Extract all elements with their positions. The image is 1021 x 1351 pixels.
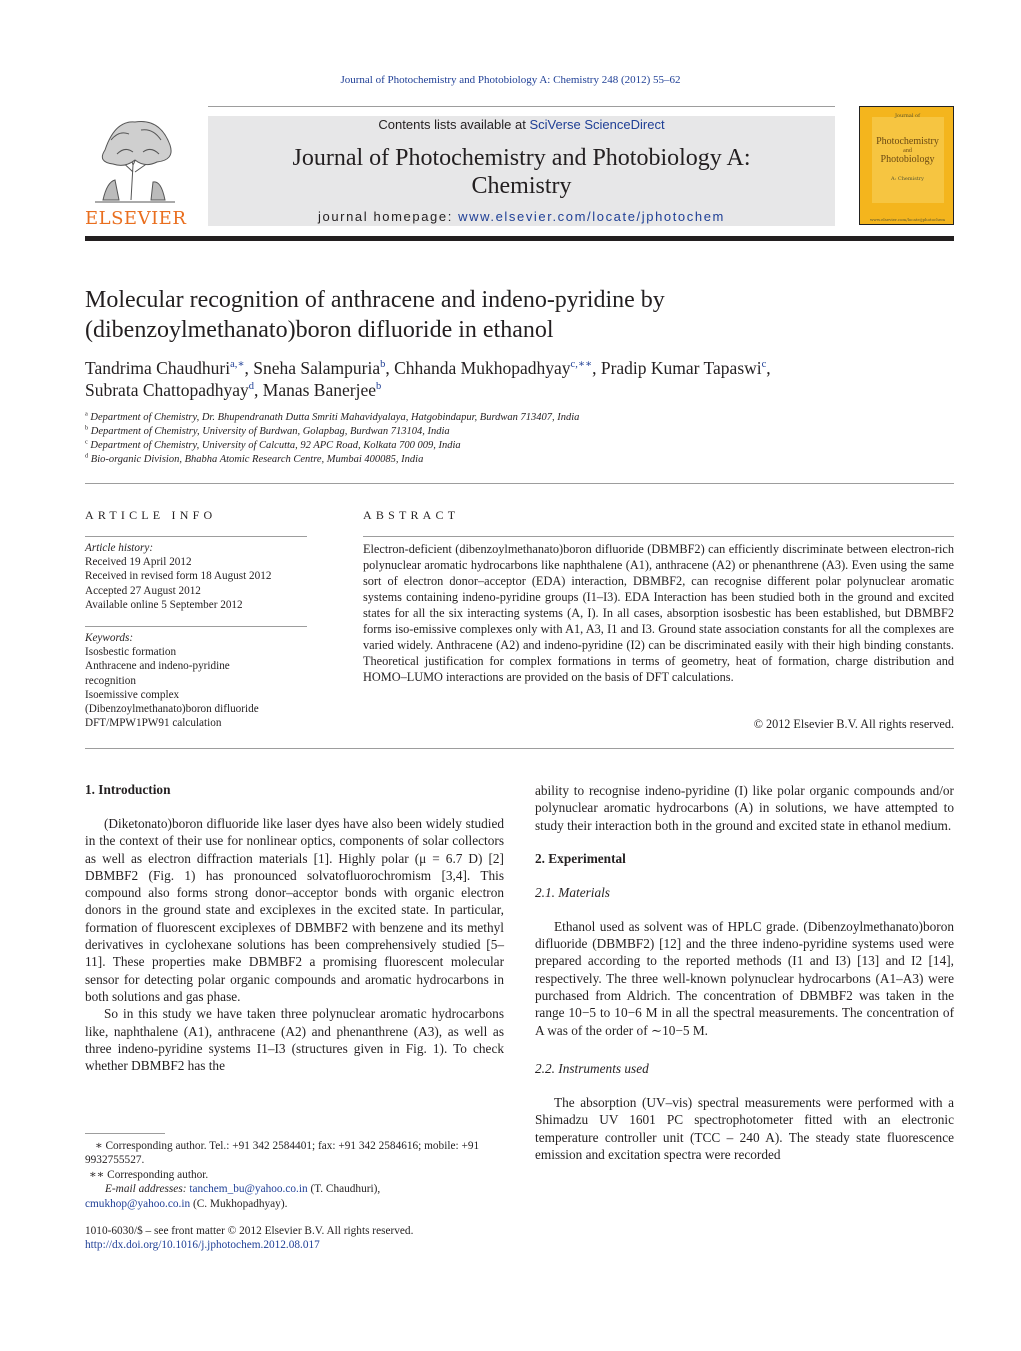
- abstract-copyright: © 2012 Elsevier B.V. All rights reserved.: [753, 717, 954, 731]
- author-sep: ,: [592, 358, 601, 378]
- footnote-rule: [85, 1133, 165, 1134]
- section-1-continued: ability to recognise indeno-pyridine (I) like polar organic compounds and/or polynuclear aromatic hydrocarbons (A) in solutions, we have attempted to study their interaction both in the ground and excited state in ethanol medium.: [535, 783, 954, 833]
- elsevier-logo: [85, 110, 185, 228]
- cover-title-2: Photobiology: [880, 154, 935, 165]
- footnote-emails: [85, 1182, 504, 1196]
- history-item: Received 19 April 2012: [85, 556, 192, 569]
- section-1-paragraph-1: (Diketonato)boron difluoride like laser dyes have also been widely studied in the context of their use for nonlinear optics, components of solar collectors as well as electron diffraction materials [1]. Highly polar (μ = 6.7 D) [2] DBMBF2 (Fig. 1) has pronounced solvatofluorochromism [3,4]. This compound also forms strong donor–acceptor bonds with organic electron donors in the ground state and exciplexes in the excited state. In particular, formation of fluorescent exciplexes of DBMBF2 with benzene and its methyl derivatives in cyclohexane solutions has been comprehensively studied [5–11]. These properties make DBMBF2 a promising fluorescent molecular sensor for detecting polar organic compounds and aromatic hydrocarbons in both solutions and gas phase.: [85, 816, 504, 1004]
- cover-subtitle: A: Chemistry: [890, 176, 925, 182]
- author: Manas Banerjee: [262, 380, 376, 400]
- author-affil-marker[interactable]: d: [248, 381, 255, 393]
- author: Subrata Chattopadhyay: [85, 380, 249, 400]
- homepage-prefix: journal homepage:: [318, 209, 459, 224]
- email-owner: (C. Mukhopadhyay).: [190, 1197, 288, 1210]
- article-title-line1: Molecular recognition of anthracene and indeno-pyridine by: [85, 287, 665, 313]
- author-affil-marker[interactable]: c,∗∗: [570, 359, 593, 371]
- keywords: [85, 631, 307, 730]
- email-label: E-mail addresses:: [105, 1183, 187, 1196]
- section-1-title: 1. Introduction: [85, 782, 171, 797]
- article-title: [85, 285, 965, 345]
- affiliation: [85, 453, 965, 467]
- contents-line: [208, 117, 835, 132]
- info-top-rule: [85, 483, 954, 484]
- section-1-paragraph-2: So in this study we have taken three polynuclear aromatic hydrocarbons like, naphthalene (A1), anthracene (A2) and phenanthrene (A3), as well as three indeno-pyridine systems I1–I3 (structures given in Fig. 1). To check whether DBMBF2 has the: [85, 1006, 504, 1074]
- affiliations: [85, 411, 965, 467]
- affiliation-text: Bio-organic Division, Bhabha Atomic Research Centre, Mumbai 400085, India: [90, 454, 424, 465]
- keyword: Isosbestic formation: [85, 646, 177, 659]
- article-history: [85, 541, 307, 612]
- history-item: Accepted 27 August 2012: [85, 584, 201, 597]
- affiliation: [85, 425, 965, 439]
- author-sep: ,: [385, 358, 395, 378]
- doi-link[interactable]: http://dx.doi.org/10.1016/j.jphotochem.2012.08.017: [85, 1239, 320, 1252]
- affiliation-marker: a: [85, 410, 88, 418]
- keyword: recognition: [85, 674, 136, 687]
- author-affil-marker[interactable]: b: [380, 359, 386, 371]
- history-label: Article history:: [85, 542, 154, 554]
- affiliation: [85, 411, 965, 425]
- author: Sneha Salampuria: [253, 358, 381, 378]
- keyword: (Dibenzoylmethanato)boron difluoride: [85, 703, 259, 716]
- abstract-heading: ABSTRACT: [363, 508, 460, 522]
- cover-url: www.elsevier.com/locate/jphotochem: [870, 217, 945, 222]
- author-sep: ,: [244, 358, 254, 378]
- header-bottom-rule: [85, 236, 954, 241]
- author-sep: ,: [254, 380, 263, 400]
- author: Tandrima Chaudhuri: [85, 358, 231, 378]
- author-list: [85, 357, 965, 401]
- header-top-rule: [208, 106, 835, 107]
- author-affil-marker[interactable]: b: [376, 381, 382, 393]
- abstract-rule: [363, 536, 954, 537]
- keyword: Anthracene and indeno-pyridine: [85, 660, 230, 673]
- journal-homepage: [208, 209, 835, 224]
- keyword: Isoemissive complex: [85, 688, 180, 701]
- keyword: DFT/MPW1PW91 calculation: [85, 717, 222, 730]
- abstract-text: Electron-deficient (dibenzoylmethanato)boron difluoride (DBMBF2) can efficiently discriminate between electron-rich polynuclear aromatic hydrocarbons like naphthalene (A1), anthracene (A2) or phenanthrene (A3). Even using the same sort of electron donor–acceptor (EDA) interaction, DBMBF2, can recognise different polar polynuclear aromatic systems containing indeno-pyridine groups (I1–I3). EDA Interaction has been studied both in the ground and excited states for all the six interacting systems (A, I). In all cases, absorption isosbestic has been established, but DBMBF2 forms iso-emissive complexes only with A1, A3, I1 and I3. Ground state association constants for all the complexes are varied widely. Anthracene (A2) and indeno-pyridine (I2) can be discriminated easily with their high binding constants. Theoretical justification for complex formations in terms of geometry, heat of formation, charge distribution and HOMO–LUMO interactions are provided on the basis of DFT calculations.: [363, 542, 954, 684]
- left-column: [85, 782, 504, 1109]
- sciencedirect-link[interactable]: SciVerse ScienceDirect: [529, 117, 665, 132]
- contents-prefix: Contents lists available at: [378, 117, 530, 132]
- cover-top-text: Journal of: [895, 113, 920, 119]
- elsevier-tree-icon: [85, 110, 185, 206]
- journal-title: [208, 144, 835, 200]
- article-info-rule: [85, 536, 307, 537]
- affiliation-text: Department of Chemistry, Dr. Bhupendranath Dutta Smriti Mahavidyalaya, Hatgobindapur, Burdwan 713407, India: [90, 412, 580, 423]
- author-affil-marker[interactable]: c: [761, 359, 767, 371]
- affiliation-marker: d: [85, 452, 89, 460]
- section-2-title: 2. Experimental: [535, 850, 626, 866]
- journal-cover-thumbnail: [859, 106, 954, 225]
- right-column: [535, 782, 954, 1163]
- cover-title-1: Photochemistry: [876, 136, 939, 147]
- affiliation-marker: b: [85, 424, 89, 432]
- cover-title-and: and: [903, 148, 912, 154]
- footnote-emails-2: [85, 1197, 504, 1211]
- footnote-corresponding-1: ∗ Corresponding author. Tel.: +91 342 2584401; fax: +91 342 2584616; mobile: +91 9932755527.: [85, 1140, 480, 1167]
- author: Pradip Kumar Tapaswi: [600, 358, 762, 378]
- article-title-line2: (dibenzoylmethanato)boron difluoride in ethanol: [85, 317, 554, 343]
- homepage-link[interactable]: www.elsevier.com/locate/jphotochem: [458, 209, 725, 224]
- author-sep: ,: [766, 358, 771, 378]
- history-item: Received in revised form 18 August 2012: [85, 570, 272, 583]
- keywords-rule: [85, 626, 307, 627]
- abstract-bottom-rule: [85, 748, 954, 749]
- issn-line: 1010-6030/$ – see front matter © 2012 Elsevier B.V. All rights reserved.: [85, 1225, 414, 1238]
- journal-citation[interactable]: Journal of Photochemistry and Photobiology A: Chemistry 248 (2012) 55–62: [340, 74, 681, 86]
- section-2-2-title: 2.2. Instruments used: [535, 1060, 649, 1076]
- cover-title: [860, 136, 955, 166]
- section-2-1-title: 2.1. Materials: [535, 884, 610, 900]
- history-item: Available online 5 September 2012: [85, 598, 243, 611]
- footnote-corresponding-2: ∗∗ Corresponding author.: [89, 1168, 209, 1181]
- keywords-label: Keywords:: [85, 632, 134, 644]
- email-link[interactable]: tanchem_bu@yahoo.co.in: [189, 1183, 308, 1196]
- affiliation-text: Department of Chemistry, University of Burdwan, Golapbag, Burdwan 713104, India: [90, 426, 450, 437]
- author-affil-marker[interactable]: a,∗: [230, 359, 245, 371]
- journal-title-line1: Journal of Photochemistry and Photobiology A:: [292, 145, 751, 171]
- footnotes: [85, 1139, 504, 1253]
- email-link[interactable]: cmukhop@yahoo.co.in: [85, 1197, 191, 1210]
- author: Chhanda Mukhopadhyay: [394, 358, 571, 378]
- publisher-name: ELSEVIER: [85, 208, 187, 229]
- section-2-1-paragraph: Ethanol used as solvent was of HPLC grade. (Dibenzoylmethanato)boron difluoride (DBMBF2) [12] and the three indeno-pyridine systems used were prepared according to the reported methods (I1 and I3) [13] and I2 [14], respectively. The three well-known polynuclear hydrocarbons (A1–A3) were purchased from Aldrich. The concentration of DBMBF2 was taken in the range 10−5 to 10−6 M in all the spectral measurements. The concentration of A was of the order of ∼10−5 M.: [535, 918, 954, 1038]
- journal-title-line2: Chemistry: [471, 173, 572, 199]
- article-info-heading: ARTICLE INFO: [85, 508, 217, 522]
- section-2-2-paragraph: The absorption (UV–vis) spectral measurements were performed with a Shimadzu UV 1601 PC spectrophotometer fitted with an electronic temperature controller unit (TCC – 240 A). The steady state fluorescence emission and excitation spectra were recorded: [535, 1094, 954, 1162]
- email-owner: (T. Chaudhuri),: [307, 1183, 381, 1196]
- affiliation: [85, 439, 965, 453]
- affiliation-text: Department of Chemistry, University of Calcutta, 92 APC Road, Kolkata 700 009, India: [90, 440, 461, 451]
- affiliation-marker: c: [85, 438, 88, 446]
